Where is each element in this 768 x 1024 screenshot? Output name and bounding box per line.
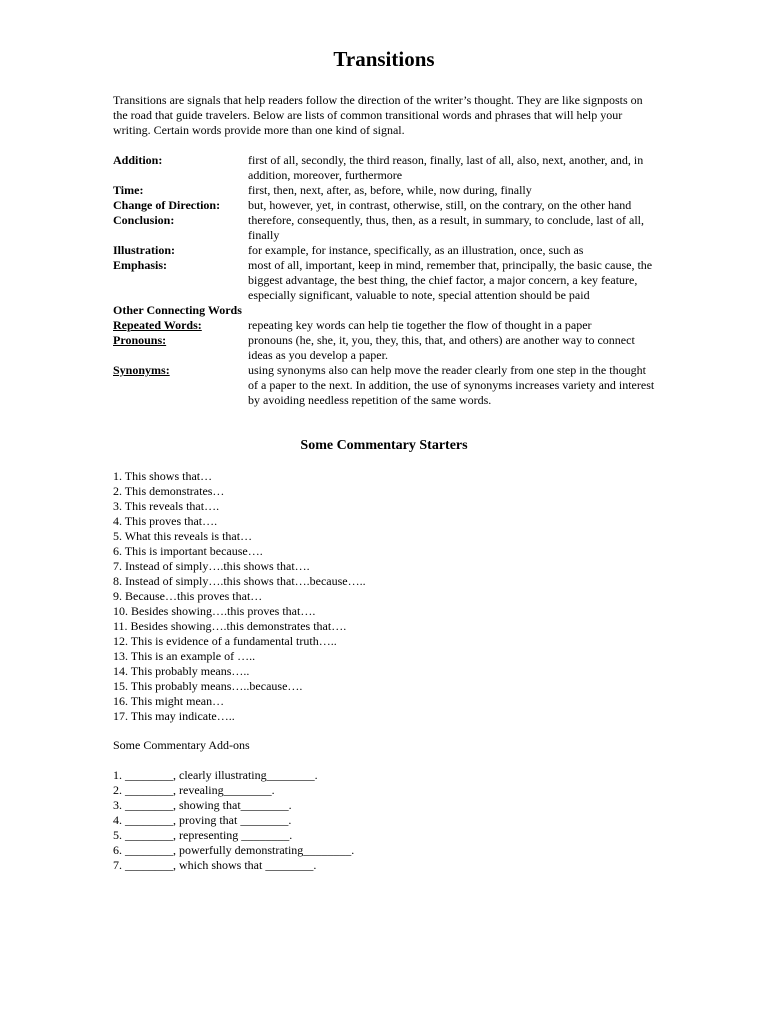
transition-row-emphasis: [113, 258, 658, 303]
transition-label: Conclusion:: [113, 213, 175, 227]
connecting-desc: pronouns (he, she, it, you, they, this, that, and others) are another way to connect ideas as you develop a paper.: [248, 333, 635, 362]
list-item: 1. ________, clearly illustrating________.: [113, 768, 318, 782]
list-item: 10. Besides showing….this proves that….: [113, 604, 316, 618]
list-item: 6. ________, powerfully demonstrating________.: [113, 843, 355, 857]
transitions-table: [113, 153, 658, 408]
connecting-row-pronouns: [113, 333, 658, 363]
list-item: 17. This may indicate…..: [113, 709, 235, 723]
list-item: 7. Instead of simply….this shows that….: [113, 559, 310, 573]
list-item: 3. This reveals that….: [113, 499, 220, 513]
transition-desc: but, however, yet, in contrast, otherwise, still, on the contrary, on the other hand: [248, 198, 632, 212]
transition-desc: therefore, consequently, thus, then, as a result, in summary, to conclude, last of all, finally: [248, 213, 644, 242]
intro-paragraph: Transitions are signals that help readers follow the direction of the writer’s thought. They are like signposts on the road that guide travelers. Below are lists of common transitional words and phrases that will help your writing. Certain words provide more than one kind of signal.: [113, 93, 643, 137]
list-item: 7. ________, which shows that ________.: [113, 858, 317, 872]
list-item: 5. What this reveals is that…: [113, 529, 253, 543]
list-item: 3. ________, showing that________.: [113, 798, 292, 812]
list-item: 5. ________, representing ________.: [113, 828, 293, 842]
addons-list: [113, 768, 354, 873]
connecting-label: Pronouns:: [113, 333, 167, 347]
list-item: 2. This demonstrates…: [113, 484, 225, 498]
transition-desc: for example, for instance, specifically, as an illustration, once, such as: [248, 243, 584, 257]
list-item: 9. Because…this proves that…: [113, 589, 263, 603]
transition-desc: first of all, secondly, the third reason, finally, last of all, also, next, another, and, in addition, moreover, furthermore: [248, 153, 644, 182]
transition-label: Emphasis:: [113, 258, 168, 272]
starters-list: [113, 469, 366, 724]
list-item: 12. This is evidence of a fundamental truth…..: [113, 634, 337, 648]
connecting-desc: using synonyms also can help move the reader clearly from one step in the thought of a paper to the next. In addition, the use of synonyms increases variety and interest by avoiding needless repetition of the same words.: [248, 363, 655, 407]
transition-row-addition: [113, 153, 658, 183]
list-item: 4. ________, proving that ________.: [113, 813, 292, 827]
list-item: 6. This is important because….: [113, 544, 263, 558]
list-item: 2. ________, revealing________.: [113, 783, 275, 797]
list-item: 13. This is an example of …..: [113, 649, 256, 663]
transition-desc: first, then, next, after, as, before, while, now during, finally: [248, 183, 532, 197]
transition-label: Time:: [113, 183, 144, 197]
list-item: 11. Besides showing….this demonstrates that….: [113, 619, 347, 633]
transition-row-conclusion: [113, 213, 658, 243]
transition-label: Change of Direction:: [113, 198, 221, 212]
transition-desc: most of all, important, keep in mind, remember that, principally, the basic cause, the biggest advantage, the best thing, the chief factor, a major concern, a key feature, especially significant, valuable to note, special attention should be paid: [248, 258, 653, 302]
connecting-row-synonyms: [113, 363, 658, 408]
connecting-label: Synonyms:: [113, 363, 170, 377]
list-item: 8. Instead of simply….this shows that….because…..: [113, 574, 366, 588]
list-item: 15. This probably means…..because….: [113, 679, 303, 693]
connecting-words-heading: Other Connecting Words: [113, 303, 242, 317]
transition-label: Illustration:: [113, 243, 176, 257]
list-item: 1. This shows that…: [113, 469, 213, 483]
connecting-desc: repeating key words can help tie together the flow of thought in a paper: [248, 318, 592, 332]
connecting-row-repeated-words: [113, 318, 658, 333]
page-title: Transitions: [333, 47, 435, 71]
transition-row-time: [113, 183, 658, 198]
transition-row-illustration: [113, 243, 658, 258]
list-item: 4. This proves that….: [113, 514, 218, 528]
list-item: 16. This might mean…: [113, 694, 225, 708]
starters-section-title: Some Commentary Starters: [300, 438, 468, 453]
transition-row-change-of-direction: [113, 198, 658, 213]
addons-heading: Some Commentary Add-ons: [113, 738, 250, 752]
transition-label: Addition:: [113, 153, 163, 167]
list-item: 14. This probably means…..: [113, 664, 250, 678]
connecting-label: Repeated Words:: [113, 318, 202, 332]
